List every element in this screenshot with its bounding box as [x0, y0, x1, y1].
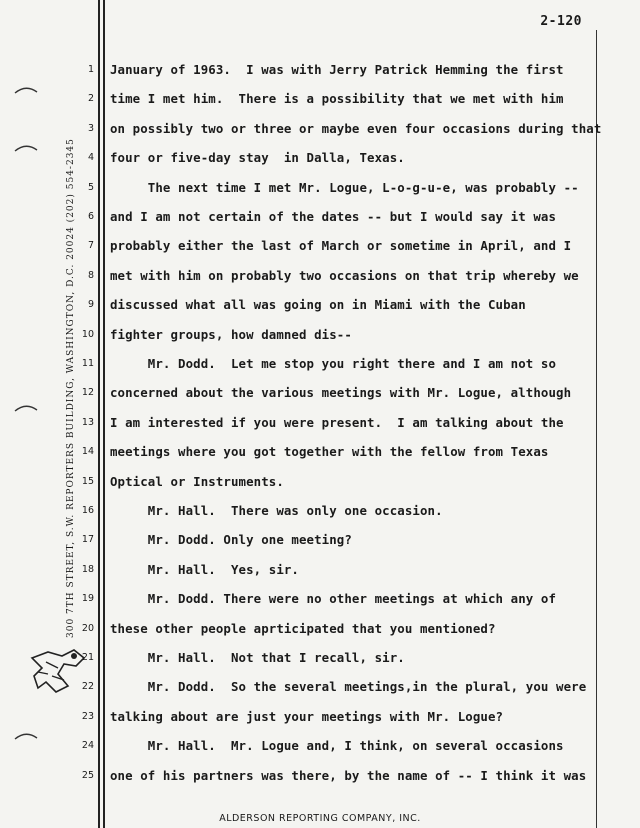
transcript-line: one of his partners was there, by the name of -- I think it was	[110, 767, 587, 783]
line-number: 23	[81, 710, 94, 722]
transcript-line: four or five-day stay in Dalla, Texas.	[110, 150, 405, 166]
right-margin-rule	[596, 30, 597, 828]
transcript-line: discussed what all was going on in Miami with the Cuban	[110, 297, 526, 313]
transcript-line: January of 1963. I was with Jerry Patrick Hemming the first	[110, 62, 564, 77]
transcript-line: and I am not certain of the dates -- but I would say it was	[110, 209, 557, 224]
line-number: 12	[81, 387, 94, 399]
line-number: 22	[81, 681, 94, 693]
transcript-line: time I met him. There is a possibility that we met with him	[110, 91, 564, 107]
line-number: 24	[81, 740, 94, 752]
transcript-line: on possibly two or three or maybe even four occasions during that	[110, 120, 602, 136]
line-number: 2	[87, 93, 94, 105]
reporter-address-margin: 300 7TH STREET, S.W. REPORTERS BUILDING, WASHINGTON, D.C. 20024 (202) 554-2345	[66, 138, 76, 638]
line-number: 5	[87, 181, 94, 193]
line-number: 8	[87, 269, 94, 281]
transcript-line: The next time I met Mr. Logue, L-o-g-u-e, was probably --	[110, 179, 579, 195]
left-margin-rule	[98, 0, 100, 828]
transcript-line: Mr. Dodd. Let me stop you right there and I am not so	[110, 356, 557, 371]
transcript-line: Mr. Hall. Yes, sir.	[110, 561, 299, 577]
transcript-line: Mr. Hall. Mr. Logue and, I think, on several occasions	[110, 738, 564, 754]
transcript-line: Optical or Instruments.	[110, 473, 284, 489]
transcript-line: Mr. Hall. There was only one occasion.	[110, 503, 443, 518]
line-number: 11	[81, 358, 94, 369]
footer-company: ALDERSON REPORTING COMPANY, INC.	[219, 813, 421, 824]
line-number: 20	[81, 622, 94, 634]
page-number: 2-120	[540, 14, 582, 29]
line-number: 21	[81, 652, 94, 663]
line-number: 15	[81, 475, 94, 487]
transcript-line: fighter groups, how damned dis--	[110, 326, 352, 342]
binder-hole-mark	[14, 404, 38, 412]
line-number: 10	[81, 328, 94, 340]
line-number: 14	[81, 446, 94, 458]
line-number: 4	[87, 152, 94, 164]
line-number: 18	[81, 563, 94, 575]
transcript-line: I am interested if you were present. I am talking about the	[110, 414, 564, 430]
line-number: 1	[87, 64, 94, 75]
transcript-line: Mr. Dodd. So the several meetings,in the plural, you were	[110, 679, 587, 695]
binder-hole-mark	[14, 86, 38, 94]
transcript-line: talking about are just your meetings with Mr. Logue?	[110, 708, 504, 724]
transcript-line: meetings where you got together with the fellow from Texas	[110, 444, 549, 460]
transcript-line: Mr. Hall. Not that I recall, sir.	[110, 650, 405, 665]
line-number: 3	[87, 122, 94, 134]
line-number: 17	[81, 534, 94, 546]
line-number: 25	[81, 769, 94, 781]
line-number: 6	[87, 211, 94, 222]
line-number: 7	[87, 240, 94, 252]
binder-hole-mark	[14, 144, 38, 152]
binder-hole-mark	[14, 732, 38, 740]
line-number: 9	[87, 299, 94, 311]
transcript-line: concerned about the various meetings with Mr. Logue, although	[110, 385, 572, 401]
line-number: 13	[81, 416, 94, 428]
line-number: 16	[81, 505, 94, 516]
transcript-line: these other people aprticipated that you mentioned?	[110, 620, 496, 636]
left-margin-rule-inner	[103, 0, 105, 828]
transcript-line: Mr. Dodd. Only one meeting?	[110, 532, 352, 548]
line-number: 19	[81, 593, 94, 605]
transcript-line: Mr. Dodd. There were no other meetings at which any of	[110, 591, 557, 607]
transcript-line: met with him on probably two occasions on that trip whereby we	[110, 267, 579, 283]
transcript-line: probably either the last of March or sometime in April, and I	[110, 238, 572, 254]
